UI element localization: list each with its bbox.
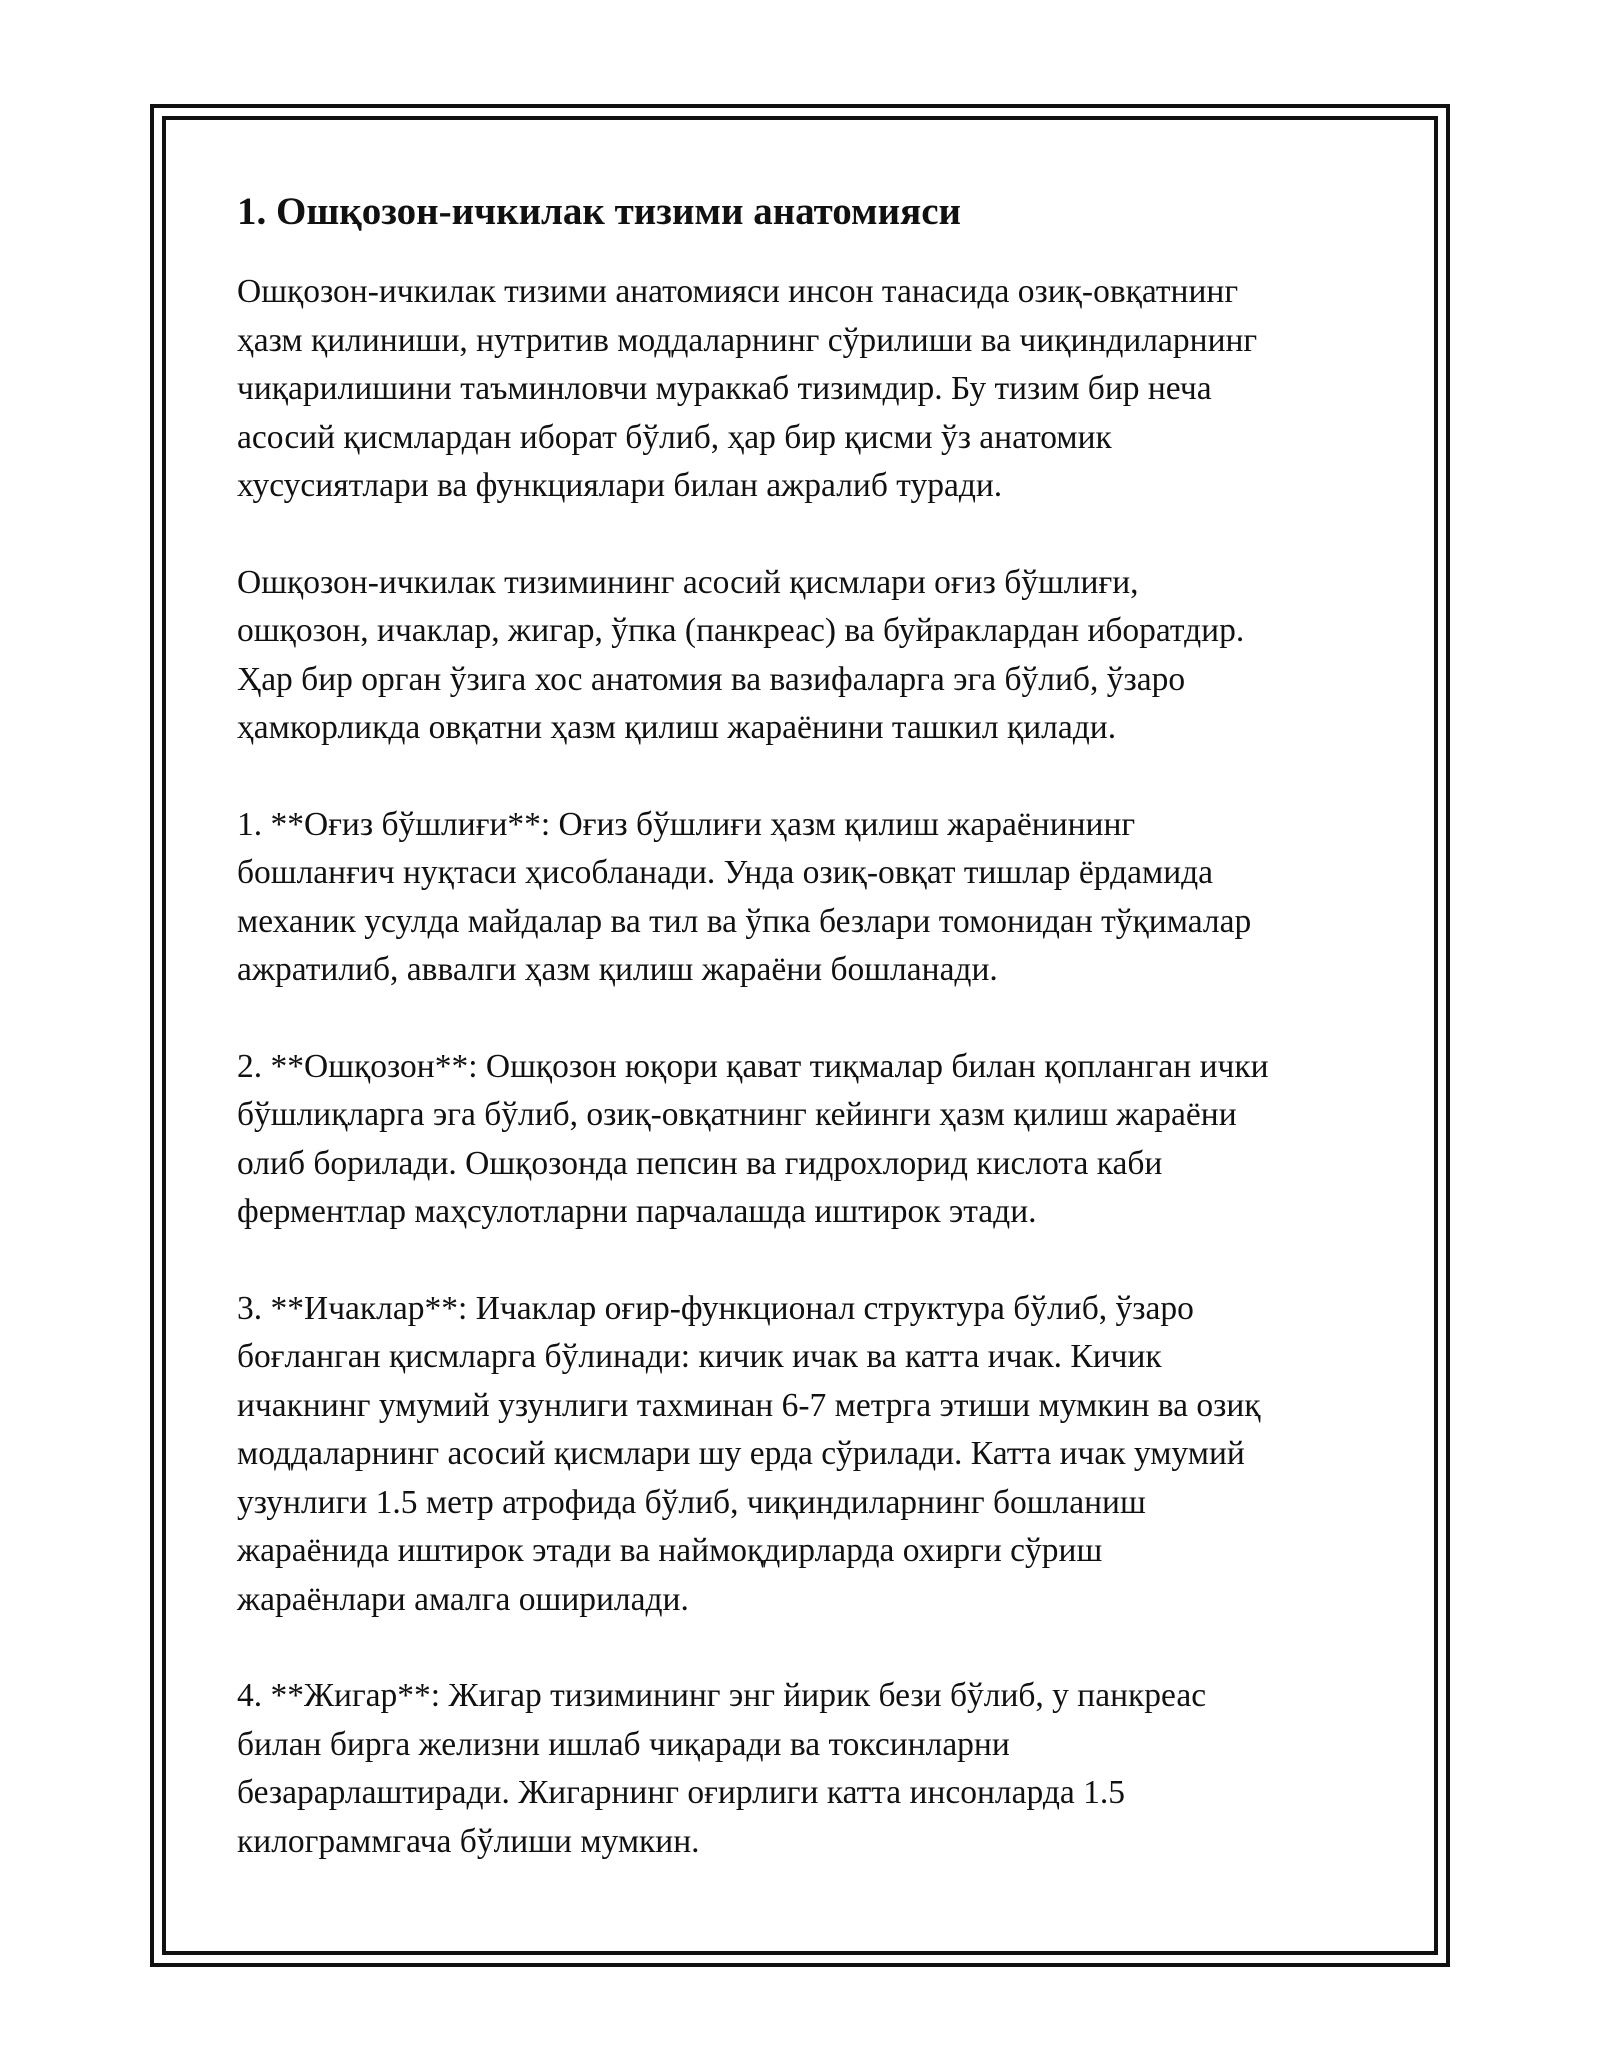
paragraph-intro: Ошқозон-ичкилак тизими анатомияси инсон танасида озиқ-овқатнинг ҳазм қилиниши, нутритив моддаларнинг сўрилиши ва чиқиндиларнинг чиқарилишини таъминловчи мураккаб тизимдир. Бу тизим бир неча асосий қисмлардан иборат бўлиб, ҳар бир қисми ўз анатомик хусусиятлари ва функциялари билан ажралиб туради. [237, 273, 1258, 504]
paragraph-oral-cavity: 1. **Оғиз бўшлиғи**: Оғиз бўшлиғи ҳазм қилиш жараёнининг бошланғич нуқтаси ҳисобланади. Унда озиқ-овқат тишлар ёрдамида механик усулда майдалар ва тил ва ўпка безлари томонидан тўқималар ажратилиб, аввалги ҳазм қилиш жараёни бошланади. [237, 805, 1252, 988]
paragraph-intestines: 3. **Ичаклар**: Ичаклар оғир-функционал структура бўлиб, ўзаро боғланган қисмларга бўлинади: кичик ичак ва катта ичак. Кичик ичакнинг умумий узунлиги тахминан 6-7 метрга этиши мумкин ва озиқ моддаларнинг асосий қисмлари шу ерда сўрилади. Катта ичак умумий узунлиги 1.5 метр атрофида бўлиб, чиқиндиларнинг бошланиш жараёнида иштирок этади ва наймоқдирларда охирги сўриш жараёнлари амалга оширилади. [237, 1289, 1261, 1618]
paragraph-main-parts: Ошқозон-ичкилак тизимининг асосий қисмлари оғиз бўшлиғи, ошқозон, ичаклар, жигар, ўпка (панкреас) ва буйраклардан иборатдир. Ҳар бир орган ўзига хос анатомия ва вазифаларга эга бўлиб, ўзаро ҳамкорликда овқатни ҳазм қилиш жараёнини ташкил қилади. [237, 563, 1245, 746]
paragraph-stomach: 2. **Ошқозон**: Ошқозон юқори қават тиқмалар билан қопланган ички бўшлиқларга эга бўлиб, озиқ-овқатнинг кейинги ҳазм қилиш жараёни олиб борилади. Ошқозонда пепсин ва гидрохлорид кислота каби ферментлар маҳсулотларни парчалашда иштирок этади. [237, 1047, 1269, 1230]
paragraph-liver: 4. **Жигар**: Жигар тизимининг энг йирик бези бўлиб, у панкреас билан бирга желизни ишлаб чиқаради ва токсинларни безарарлаштиради. Жигарнинг оғирлиги катта инсонларда 1.5 килограммгача бўлиши мумкин. [237, 1677, 1207, 1860]
section-heading: 1. Ошқозон-ичкилак тизими анатомияси [237, 190, 961, 233]
document-body [237, 188, 1377, 1914]
